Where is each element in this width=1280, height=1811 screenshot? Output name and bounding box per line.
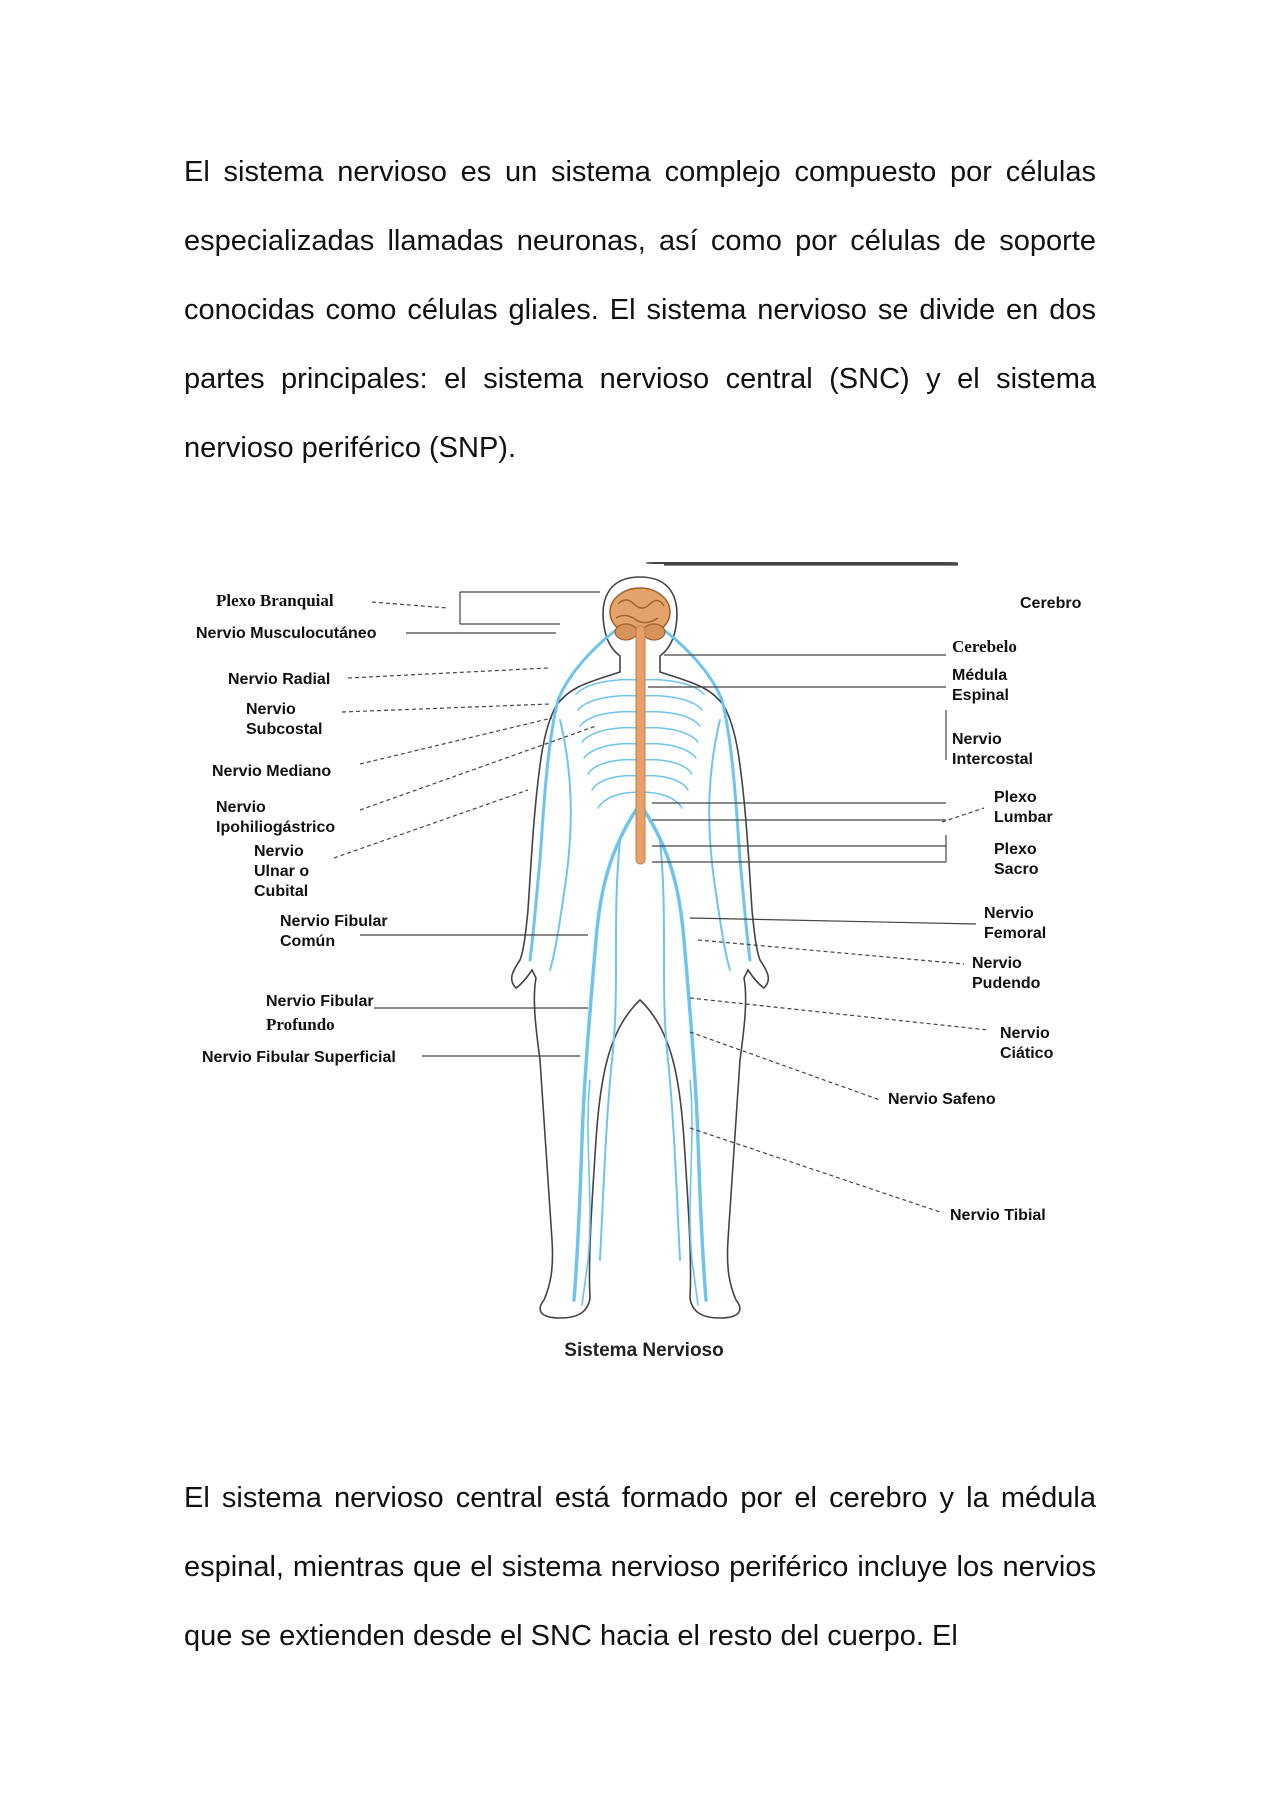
label-subcostal-2: Subcostal: [246, 721, 323, 738]
nervous-system-diagram: [0, 560, 1280, 1360]
label-intercostal-1: Nervio: [952, 731, 1002, 748]
label-fibular-comun-1: Nervio Fibular: [280, 913, 388, 930]
label-fibular-sup: Nervio Fibular Superficial: [202, 1049, 396, 1066]
label-ipohilio-1: Nervio: [216, 799, 266, 816]
label-tibial: Nervio Tibial: [950, 1207, 1046, 1224]
label-radial: Nervio Radial: [228, 671, 331, 688]
label-lumbar-2: Lumbar: [994, 809, 1053, 826]
label-pudendo-2: Pudendo: [972, 975, 1041, 992]
label-ciatico-1: Nervio: [1000, 1025, 1050, 1042]
label-medula-1: Médula: [952, 667, 1008, 684]
right-labels: [888, 595, 1082, 1224]
second-paragraph: El sistema nervioso central está formado por el cerebro y la médula espinal, mientras que el sistema nervioso periférico incluye los nervios que se extienden desde el SNC hacia el resto del cuerpo. El: [184, 1482, 1096, 1652]
intro-paragraph: El sistema nervioso es un sistema complejo compuesto por células especializadas llamadas neuronas, así como por células de soporte conocidas como células gliales. El sistema nervioso se divide en dos partes principales: el sistema nervioso central (SNC) y el sistema nervioso periférico (SNP).: [184, 156, 1096, 464]
label-femoral-1: Nervio: [984, 905, 1034, 922]
label-sacro-1: Plexo: [994, 841, 1037, 858]
label-mediano: Nervio Mediano: [212, 763, 332, 780]
label-intercostal-2: Intercostal: [952, 751, 1033, 768]
label-fibular-comun-2: Común: [280, 933, 336, 950]
label-ulnar-3: Cubital: [254, 883, 309, 900]
spinal-cord: [636, 626, 645, 864]
label-cerebro: Cerebro: [1020, 595, 1082, 612]
label-musculocutaneo: Nervio Musculocutáneo: [196, 625, 377, 642]
label-ulnar-1: Nervio: [254, 843, 304, 860]
label-safeno: Nervio Safeno: [888, 1091, 996, 1108]
label-medula-2: Espinal: [952, 687, 1009, 704]
label-subcostal-1: Nervio: [246, 701, 296, 718]
label-lumbar-1: Plexo: [994, 789, 1037, 806]
label-ipohilio-2: Ipohiliogástrico: [216, 819, 336, 836]
label-ciatico-2: Ciático: [1000, 1045, 1054, 1062]
label-sacro-2: Sacro: [994, 861, 1039, 878]
label-fibular-prof-1: Nervio Fibular: [266, 993, 374, 1010]
label-pudendo-1: Nervio: [972, 955, 1022, 972]
label-fibular-prof-2: Profundo: [266, 1015, 335, 1034]
label-femoral-2: Femoral: [984, 925, 1047, 942]
label-plexo-branquial: Plexo Branquial: [216, 591, 334, 610]
label-cerebelo: Cerebelo: [952, 637, 1017, 656]
left-labels: [196, 591, 396, 1066]
label-ulnar-2: Ulnar o: [254, 863, 310, 880]
figure-caption: Sistema Nervioso: [564, 1340, 724, 1360]
